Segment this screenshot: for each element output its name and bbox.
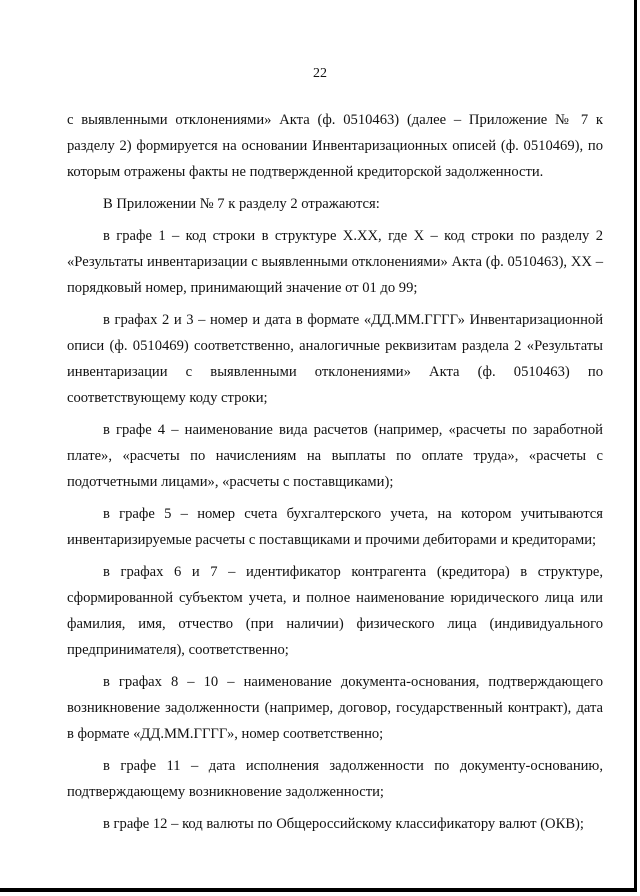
paragraph-column-5: в графе 5 – номер счета бухгалтерского учета, на котором учитываются инвентаризируемые расчеты с поставщиками и прочими дебиторами и кредиторами;	[67, 506, 603, 548]
paragraph-column-11: в графе 11 – дата исполнения задолженности по документу-основанию, подтверждающему возникновение задолженности;	[67, 758, 603, 800]
paragraph-column-12: в графе 12 – код валюты по Общероссийскому классификатору валют (ОКВ);	[103, 816, 584, 832]
page-number: 22	[313, 66, 327, 81]
document-body	[67, 107, 603, 843]
paragraph-continuation: с выявленными отклонениями» Акта (ф. 0510463) (далее – Приложение № 7 к разделу 2) формируется на основании Инвентаризационных описей (ф. 0510469), по которым отражены факты не подтвержденной кредиторской задолженности.	[67, 112, 603, 180]
paragraph-column-4: в графе 4 – наименование вида расчетов (например, «расчеты по заработной плате», «расчеты по начислениям на выплаты по оплате труда», «расчеты с подотчетными лицами», «расчеты с поставщиками);	[67, 422, 603, 490]
paragraph-columns-6-7: в графах 6 и 7 – идентификатор контрагента (кредитора) в структуре, сформированной субъектом учета, и полное наименование юридического лица или фамилия, имя, отчество (при наличии) физического лица (индивидуального предпринимателя), соответственно;	[67, 564, 603, 658]
paragraph-columns-8-10: в графах 8 – 10 – наименование документа-основания, подтверждающего возникновение задолженности (например, договор, государственный контракт), дата в формате «ДД.ММ.ГГГГ», номер соответственно;	[67, 674, 603, 742]
paragraph-columns-2-3: в графах 2 и 3 – номер и дата в формате «ДД.ММ.ГГГГ» Инвентаризационной описи (ф. 0510469) соответственно, аналогичные реквизитам раздела 2 «Результаты инвентаризации с выявленными отклонениями» Акта (ф. 0510463) по соответствующему коду строки;	[67, 312, 603, 406]
paragraph-appendix-intro: В Приложении № 7 к разделу 2 отражаются:	[103, 196, 380, 212]
paragraph-column-1: в графе 1 – код строки в структуре X.XX, где X – код строки по разделу 2 «Результаты инвентаризации с выявленными отклонениями» Акта (ф. 0510463), XX – порядковый номер, принимающий значение от 01 до 99;	[67, 228, 603, 296]
